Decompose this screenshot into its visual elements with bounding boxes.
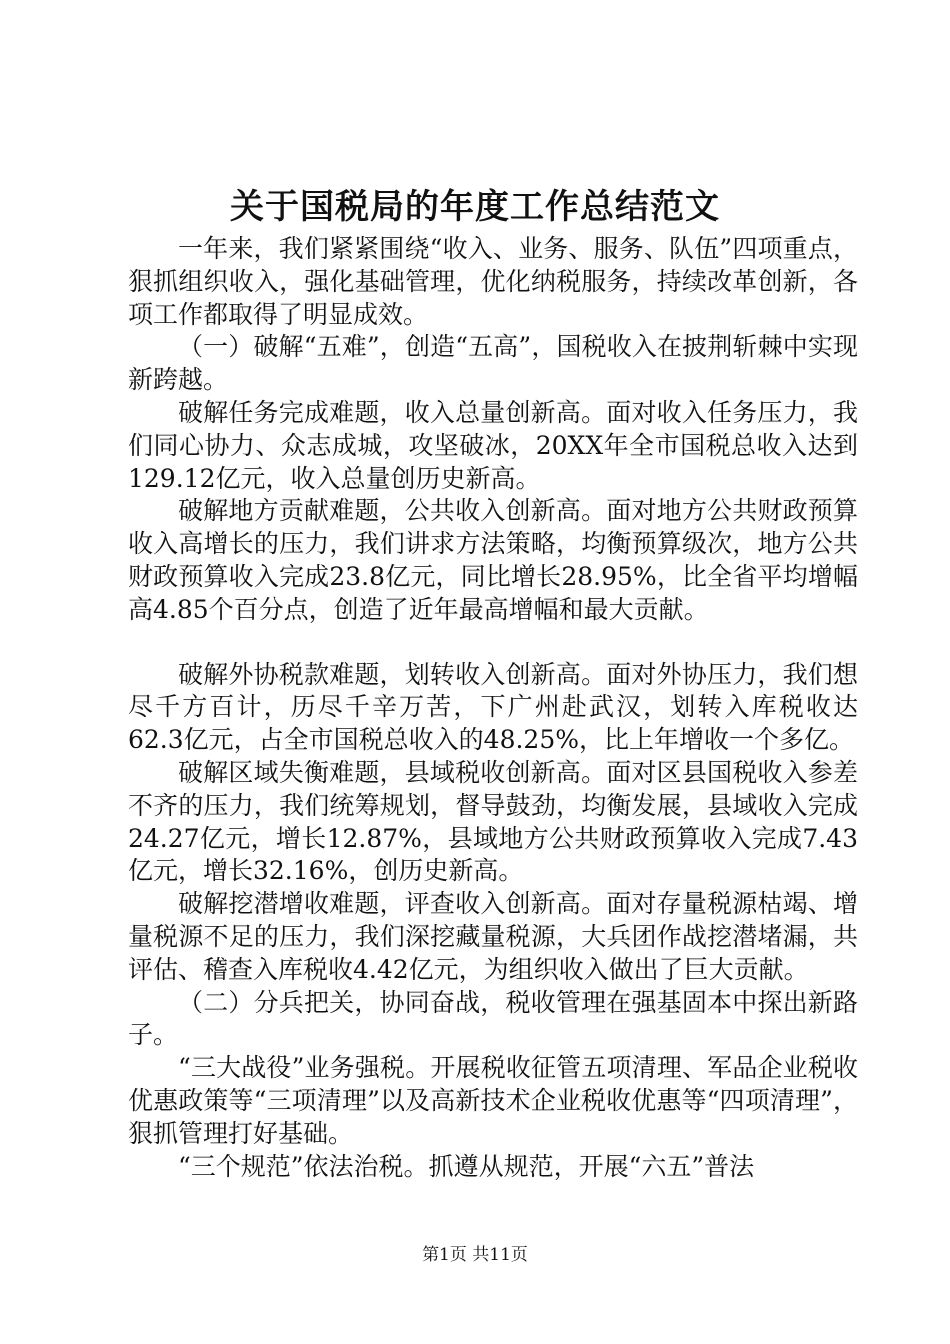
paragraph-external-tax: 破解外协税款难题，划转收入创新高。面对外协压力，我们想尽千方百计，历尽千辛万苦，下广州赴武汉，划转入库税收达62.3亿元，占全市国税总收入的48.25%，比上年增收一个多亿。: [128, 659, 858, 755]
page-number-footer: 第1页 共11页: [422, 1245, 528, 1265]
document-title: 关于国税局的年度工作总结范文: [230, 187, 720, 227]
paragraph-revenue-potential: 破解挖潜增收难题，评查收入创新高。面对存量税源枯竭、增量税源不足的压力，我们深挖藏量税源，大兵团作战挖潜堵漏，共评估、稽查入库税收4.42亿元，为组织收入做出了巨大贡献。: [128, 889, 858, 984]
paragraph-intro: 一年来，我们紧紧围绕“收入、业务、服务、队伍”四项重点，狠抓组织收入，强化基础管理，优化纳税服务，持续改革创新，各项工作都取得了明显成效。: [128, 234, 858, 329]
paragraph-three-norms: “三个规范”依法治税。抓遵从规范，开展“六五”普法: [178, 1151, 755, 1181]
paragraph-three-campaigns: “三大战役”业务强税。开展税收征管五项清理、军品企业税收优惠政策等“三项清理”以及高新技术企业税收优惠等“四项清理”，狠抓管理打好基础。: [128, 1053, 858, 1148]
paragraph-task-completion: 破解任务完成难题，收入总量创新高。面对收入任务压力，我们同心协力、众志成城，攻坚破冰，20XX年全市国税总收入达到129.12亿元，收入总量创历史新高。: [128, 397, 858, 493]
paragraph-section-2-heading: （二）分兵把关，协同奋战，税收管理在强基固本中探出新路子。: [128, 987, 858, 1050]
paragraph-regional-balance: 破解区域失衡难题，县域税收创新高。面对区县国税收入参差不齐的压力，我们统筹规划，督导鼓劲，均衡发展，县域收入完成24.27亿元，增长12.87%，县域地方公共财政预算收入完成7.43亿元，增长32.16%，创历史新高。: [128, 757, 858, 886]
document-body: [128, 233, 858, 1183]
paragraph-section-1-heading: （一）破解“五难”，创造“五高”，国税收入在披荆斩棘中实现新跨越。: [128, 332, 858, 395]
paragraph-local-contribution: 破解地方贡献难题，公共收入创新高。面对地方公共财政预算收入高增长的压力，我们讲求方法策略，均衡预算级次，地方公共财政预算收入完成23.8亿元，同比增长28.95%，比全省平均增幅高4.85个百分点，创造了近年最高增幅和最大贡献。: [128, 496, 858, 624]
